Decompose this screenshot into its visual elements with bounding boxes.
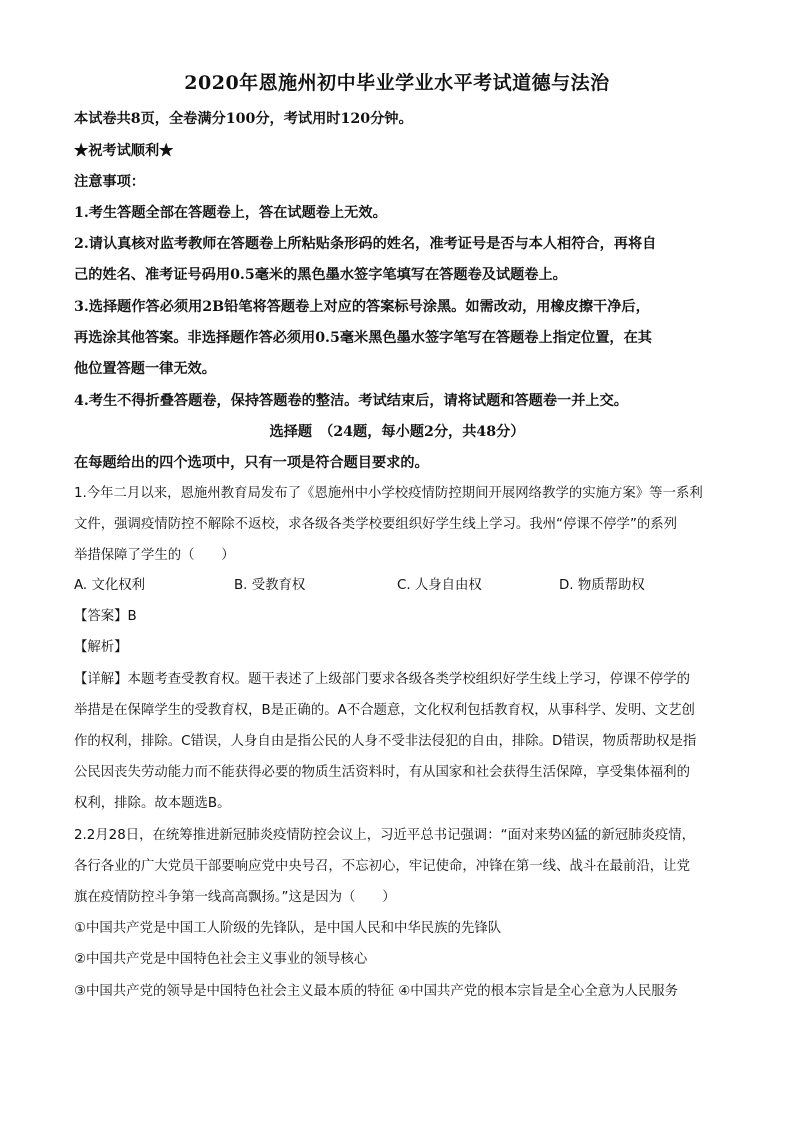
option-c: C. 人身自由权 <box>397 578 482 593</box>
notice-item: 2.请认真核对监考教师在答题卷上所粘贴条形码的姓名，准考证号是否与本人相符合，再将自 <box>74 236 657 252</box>
notice-item: 己的姓名、准考证号码用0.5毫米的黑色墨水签字笔填写在答题卷及试题卷上。 <box>74 267 567 283</box>
question-2-stem: 2.2月28日，在统筹推进新冠肺炎疫情防控会议上，习近平总书记强调：“面对来势凶猛的新冠肺炎疫情， <box>74 828 696 843</box>
exam-info: 本试卷共8页，全卷满分100分，考试用时120分钟。 <box>74 111 413 127</box>
question-1-stem: 文件，强调疫情防控不解除不返校，求各级各类学校要组织好学生线上学习。我州“停课不停学”的系列 <box>74 517 678 532</box>
notice-item: 4.考生不得折叠答题卷，保持答题卷的整洁。考试结束后，请将试题和答题卷一并上交。 <box>74 393 628 409</box>
detail-text: 公民因丧失劳动能力而不能获得必要的物质生活资料时，有从国家和社会获得生活保障，享受集体福利的 <box>74 765 690 780</box>
question-1-stem: 1.今年二月以来，恩施州教育局发布了《恩施州中小学校疫情防控期间开展网络教学的实施方案》等一系利 <box>74 486 703 501</box>
exam-title: 2020年恩施州初中毕业学业水平考试道德与法治 <box>184 72 610 94</box>
question-1-stem: 举措保障了学生的（ ） <box>74 548 235 563</box>
option-a: A. 文化权利 <box>74 578 145 593</box>
question-2-stem: 各行各业的广大党员干部要响应党中央号召，不忘初心，牢记使命，冲锋在第一线、战斗在最前沿，让党 <box>74 859 690 874</box>
analysis-label: 【解析】 <box>74 640 128 655</box>
section-heading: 选择题 （24题，每小题2分，共48分） <box>269 424 525 440</box>
question-2-item: ①中国共产党是中国工人阶级的先锋队，是中国人民和中华民族的先锋队 <box>74 921 502 936</box>
notice-item: 他位置答题一律无效。 <box>74 361 216 377</box>
question-1-options <box>74 576 724 596</box>
notice-item: 3.选择题作答必须用2B铅笔将答题卷上对应的答案标号涂黑。如需改动，用橡皮擦干净后， <box>74 299 650 315</box>
question-2-item: ②中国共产党是中国特色社会主义事业的领导核心 <box>74 952 368 967</box>
notice-item: 1.考生答题全部在答题卷上，答在试题卷上无效。 <box>74 205 387 221</box>
detail-text: 权利，排除。故本题选B。 <box>74 796 231 811</box>
section-instruction: 在每题给出的四个选项中，只有一项是符合题目要求的。 <box>74 455 429 471</box>
notice-item: 再选涂其他答案。非选择题作答必须用0.5毫米黑色墨水签字笔写在答题卷上指定位置，在其 <box>74 330 652 346</box>
detail-text: 作的权利，排除。C错误，人身自由是指公民的人身不受非法侵犯的自由，排除。D错误，物质帮助权是指 <box>74 734 697 749</box>
option-d: D. 物质帮助权 <box>559 578 645 593</box>
detail-text: 举措是在保障学生的受教育权，B是正确的。A不合题意，文化权利包括教育权，从事科学、发明、文艺创 <box>74 703 695 718</box>
answer-label: 【答案】B <box>74 609 137 624</box>
question-2-item: ③中国共产党的领导是中国特色社会主义最本质的特征 ④中国共产党的根本宗旨是全心全意为人民服务 <box>74 984 679 999</box>
detail-text: 【详解】本题考查受教育权。题干表述了上级部门要求各级各类学校组织好学生线上学习，停课不停学的 <box>74 672 690 687</box>
question-2-stem: 旗在疫情防控斗争第一线高高飘扬。”这是因为（ ） <box>74 890 396 905</box>
notice-heading: 注意事项： <box>74 174 145 190</box>
good-luck-text: ★祝考试顺利★ <box>74 143 174 159</box>
option-b: B. 受教育权 <box>234 578 306 593</box>
